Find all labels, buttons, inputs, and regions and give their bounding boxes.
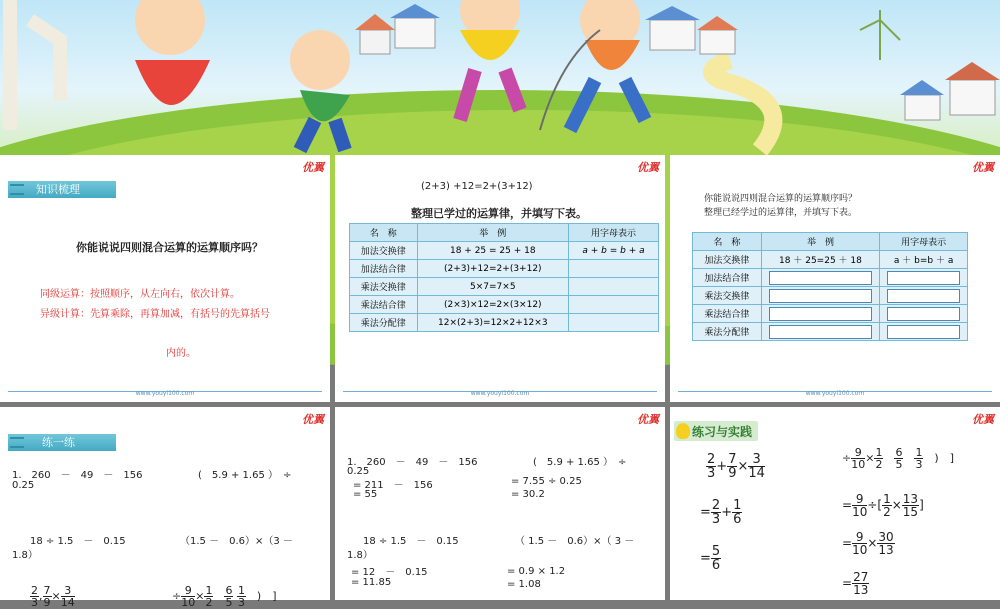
slide-exercise-practice[interactable] [670, 407, 1000, 600]
slide-practice-answers[interactable] [335, 407, 665, 600]
rule-different-level: 异级计算：先算乘除，再算加减，有括号的先算括号 [40, 309, 270, 320]
table-row [693, 287, 968, 305]
section-title [8, 181, 116, 198]
problem-3: 18 ÷ 1.5 － 0.15 [363, 536, 459, 547]
cell-name: 加法交换律 [350, 242, 418, 260]
step-1b: = 55 [353, 489, 378, 500]
header-example: 举 例 [761, 233, 880, 251]
answer-box[interactable] [761, 269, 880, 287]
cell-letters [569, 296, 659, 314]
section-title-text: 练一练 [42, 436, 75, 449]
header-example: 举 例 [417, 224, 568, 242]
kids-running-illustration [0, 0, 1000, 150]
cell-example: 18 + 25 = 25 + 18 [417, 242, 568, 260]
rule-same-level: 同级运算：按照顺序，从左向右，依次计算。 [40, 289, 240, 300]
slide-fill-table[interactable] [670, 155, 1000, 402]
fill-laws-table [692, 232, 968, 341]
cell-letters [569, 278, 659, 296]
top-expression: (2+3) +12=2+(3+12) [421, 181, 533, 192]
right-step-2: = $\frac{9}{10}$ ÷[ $\frac{1}{2}$ × $\frac{13}{15}$ ] [842, 492, 924, 519]
cell-name: 乘法交换律 [693, 287, 762, 305]
cell-example: 18 ＋ 25=25 ＋ 18 [761, 251, 880, 269]
brand-logo: 优翼 [637, 161, 659, 174]
problem-2-divisor: 0.25 [12, 480, 35, 491]
cell-letters: a ＋ b=b ＋ a [880, 251, 968, 269]
step-3a: = 12 － 0.15 [351, 567, 428, 578]
problem-2: ( 5.9 + 1.65 ） ÷ [198, 470, 292, 481]
cell-name: 加法结合律 [693, 269, 762, 287]
section-title-text: 练习与实践 [692, 425, 753, 439]
table-row [693, 269, 968, 287]
step-4a: = 0.9 × 1.2 [507, 566, 566, 577]
footer-url: www.youyi100.com [805, 390, 865, 397]
table-row [350, 242, 659, 260]
problem-4-tail: 1.8） [12, 550, 38, 561]
slide-knowledge-review[interactable] [0, 155, 330, 402]
table-row [350, 260, 659, 278]
step-4b: = 1.08 [507, 579, 541, 590]
table-row [350, 278, 659, 296]
laws-table [349, 223, 659, 332]
header-letters: 用字母表示 [880, 233, 968, 251]
problem-1: 1. 260 － 49 － 156 [347, 457, 478, 468]
left-step-3: = $\frac{5}{6}$ [700, 544, 721, 573]
slide-practice[interactable] [0, 407, 330, 609]
left-step-1: $\frac{2}{3}$ + $\frac{7}{9}$ × $\frac{3}{14}$ [707, 452, 765, 481]
problem-4-tail: 1.8） [347, 550, 373, 561]
header-name: 名 称 [693, 233, 762, 251]
brand-logo: 优翼 [637, 413, 659, 426]
cell-name: 加法交换律 [693, 251, 762, 269]
section-title-text: 知识梳理 [36, 183, 80, 196]
table-row [693, 305, 968, 323]
cell-example: 12×(2+3)=12×2+12×3 [417, 314, 568, 332]
answer-box[interactable] [761, 323, 880, 341]
brand-logo: 优翼 [302, 413, 324, 426]
fraction-problem-preview: $\frac{2}{3}$ , $\frac{7}{9}$ × $\frac{3}{14}$ [31, 584, 75, 609]
cell-name: 乘法结合律 [350, 296, 418, 314]
footer-url: www.youyi100.com [470, 390, 530, 397]
bulb-icon [676, 423, 690, 439]
section-title [674, 421, 758, 441]
table-row [350, 296, 659, 314]
cell-example: 5×7=7×5 [417, 278, 568, 296]
bars-icon [10, 184, 24, 195]
answer-box[interactable] [880, 287, 968, 305]
header-letters: 用字母表示 [569, 224, 659, 242]
question-table: 整理已经学过的运算律，并填写下表。 [704, 208, 858, 218]
slide-laws-table[interactable] [335, 155, 665, 402]
answer-box[interactable] [880, 269, 968, 287]
table-row [693, 323, 968, 341]
table-row [693, 251, 968, 269]
cell-example: (2×3)×12=2×(3×12) [417, 296, 568, 314]
rule-continuation: 内的。 [166, 348, 196, 359]
table-header-row [693, 233, 968, 251]
cell-name: 乘法交换律 [350, 278, 418, 296]
step-1a: = 211 － 156 [353, 480, 433, 491]
problem-3: 18 ÷ 1.5 － 0.15 [30, 536, 126, 547]
right-step-3: = $\frac{9}{10}$ × $\frac{30}{13}$ [842, 530, 894, 557]
step-2b: = 30.2 [511, 489, 545, 500]
review-question: 你能说说四则混合运算的运算顺序吗？ [76, 241, 263, 254]
bars-icon [10, 437, 24, 448]
table-heading: 整理已学过的运算律，并填写下表。 [411, 207, 587, 220]
cell-name: 加法结合律 [350, 260, 418, 278]
step-2a: = 7.55 ÷ 0.25 [511, 476, 582, 487]
header-name: 名 称 [350, 224, 418, 242]
answer-box[interactable] [761, 305, 880, 323]
cell-name: 乘法结合律 [693, 305, 762, 323]
brand-logo: 优翼 [302, 161, 324, 174]
cell-name: 乘法分配律 [350, 314, 418, 332]
problem-2-divisor: 0.25 [347, 466, 370, 477]
brand-logo: 优翼 [972, 161, 994, 174]
step-3b: = 11.85 [351, 577, 392, 588]
fraction-problem-preview-2: ÷ $\frac{9}{10}$ × $\frac{1}{2}$ $\frac{6}{5}$ $\frac{1}{3}$ ) ] [172, 584, 277, 609]
answer-box[interactable] [880, 305, 968, 323]
footer-url: www.youyi100.com [135, 390, 195, 397]
right-step-1: ÷ $\frac{9}{10}$ × $\frac{1}{2}$ $\frac{6}{5}$ $\frac{1}{3}$ ) ] [842, 446, 955, 471]
cell-letters [569, 314, 659, 332]
table-header-row [350, 224, 659, 242]
table-row [350, 314, 659, 332]
problem-4: （1.5 － 0.6）×（3 － [180, 536, 293, 547]
problem-2: ( 5.9 + 1.65 ） ÷ [533, 457, 627, 468]
brand-logo: 优翼 [972, 413, 994, 426]
cell-letters: a + b = b + a [569, 242, 659, 260]
problem-1: 1. 260 － 49 － 156 [12, 470, 143, 481]
problem-4: （ 1.5 － 0.6）×（ 3 － [515, 536, 635, 547]
question-order: 你能说说四则混合运算的运算顺序吗？ [704, 194, 858, 204]
banner-illustration [0, 0, 1000, 150]
section-title [8, 434, 116, 451]
cell-example: (2+3)+12=2+(3+12) [417, 260, 568, 278]
cell-name: 乘法分配律 [693, 323, 762, 341]
answer-box[interactable] [761, 287, 880, 305]
right-step-4: = $\frac{27}{13}$ [842, 570, 869, 597]
left-step-2: = $\frac{2}{3}$ + $\frac{1}{6}$ [700, 498, 742, 527]
answer-box[interactable] [880, 323, 968, 341]
cell-letters [569, 260, 659, 278]
